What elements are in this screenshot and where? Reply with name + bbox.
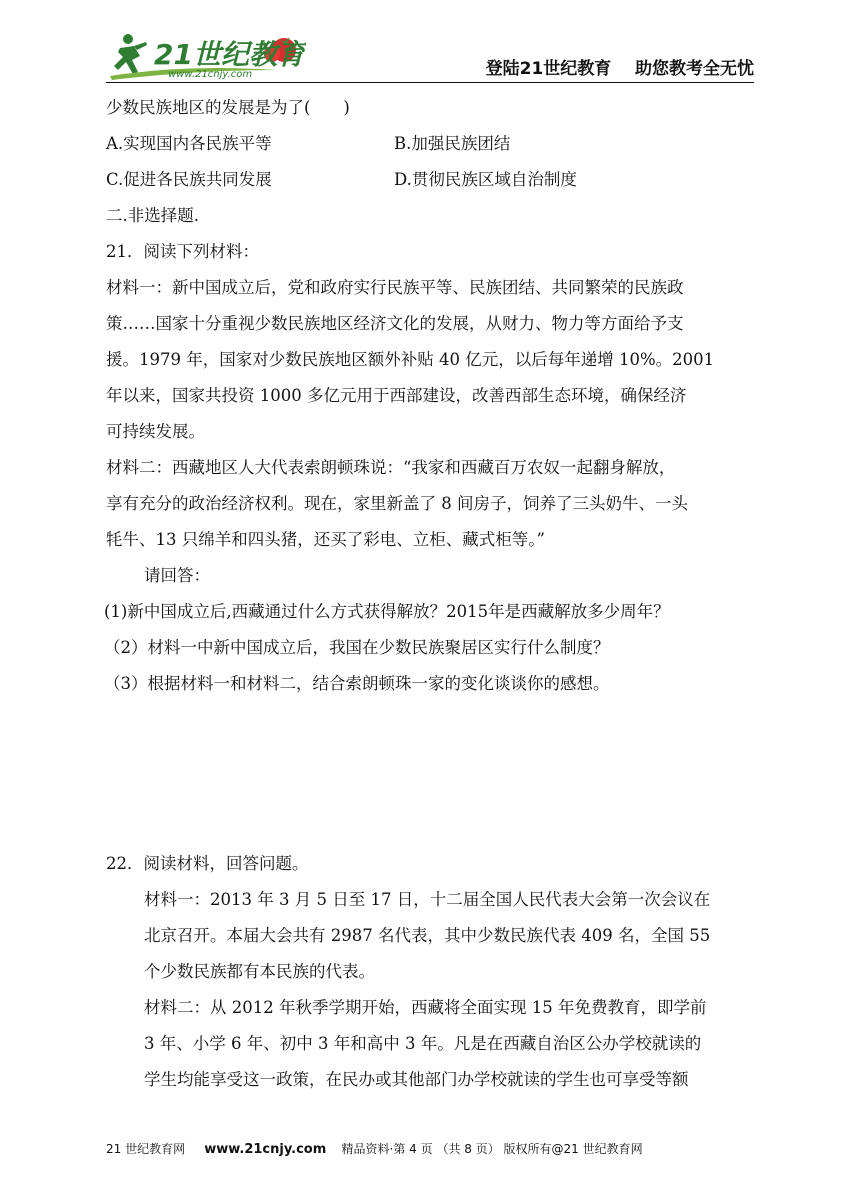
q20-option-a: A.实现国内各民族平等 <box>106 134 272 153</box>
q20-option-b: B.加强民族团结 <box>394 134 511 153</box>
q21-question-2: （2）材料一中新中国成立后，我国在少数民族聚居区实行什么制度？ <box>104 638 610 657</box>
q21-material-2-line: 材料二：西藏地区人大代表索朗顿珠说：“我家和西藏百万农奴一起翻身解放， <box>106 458 676 477</box>
q21-question-3: （3）根据材料一和材料二，结合索朗顿珠一家的变化谈谈你的感想。 <box>104 674 610 693</box>
header-slogan-left: 登陆21世纪教育 <box>485 59 612 79</box>
q21-material-1-line: 材料一：新中国成立后，党和政府实行民族平等、民族团结、共同繁荣的民族政 <box>106 278 684 297</box>
q21-question-1: (1)新中国成立后,西藏通过什么方式获得解放？2015年是西藏解放多少周年？ <box>104 602 670 621</box>
logo-text: 21世纪教育 <box>154 38 305 71</box>
header-slogan-right: 助您教考全无忧 <box>635 59 754 79</box>
q21-material-1-line: 援。1979 年，国家对少数民族地区额外补贴 40 亿元，以后每年递增 10%。2001 <box>106 350 715 369</box>
q21-material-1-line: 策……国家十分重视少数民族地区经济文化的发展，从财力、物力等方面给予支 <box>106 314 684 333</box>
section-heading: 二.非选择题. <box>106 206 199 225</box>
q21-material-1-line: 可持续发展。 <box>106 422 205 441</box>
footer-site: 21 世纪教育网 <box>106 1142 186 1156</box>
q21-prompt: 请回答： <box>144 566 210 585</box>
logo-graphic <box>106 30 306 82</box>
header-slogan <box>486 54 754 79</box>
page-footer <box>106 1140 756 1157</box>
q22-material-2-line: 学生均能享受这一政策，在民办或其他部门办学校就读的学生也可享受等额 <box>144 1070 689 1089</box>
q22-material-1-line: 材料一：2013 年 3 月 5 日至 17 日，十二届全国人民代表大会第一次会议在 <box>144 890 711 909</box>
q21-material-1-line: 年以来，国家共投资 1000 多亿元用于西部建设，改善西部生态环境，确保经济 <box>106 386 687 405</box>
q22-material-2-line: 材料二：从 2012 年秋季学期开始，西藏将全面实现 15 年免费教育，即学前 <box>144 998 707 1017</box>
footer-page-info: 精品资料·第 4 页 （共 8 页） 版权所有@21 世纪教育网 <box>341 1142 643 1156</box>
logo <box>106 30 306 82</box>
logo-url: www.21cnjy.com <box>168 69 253 80</box>
footer-url[interactable]: www.21cnjy.com <box>204 1142 327 1157</box>
q22-title: 22．阅读材料，回答问题。 <box>106 854 309 873</box>
q21-material-2-line: 享有充分的政治经济权利。现在，家里新盖了 8 间房子，饲养了三头奶牛、一头 <box>106 494 688 513</box>
q21-title: 21．阅读下列材料： <box>106 242 259 261</box>
q21-material-2-line: 牦牛、13 只绵羊和四头猪，还买了彩电、立柜、藏式柜等。” <box>106 530 545 549</box>
q20-option-c: C.促进各民族共同发展 <box>106 170 272 189</box>
q22-material-1-line: 个少数民族都有本民族的代表。 <box>144 962 375 981</box>
q22-material-1-line: 北京召开。本届大会共有 2987 名代表，其中少数民族代表 409 名，全国 55 <box>144 926 711 945</box>
header-divider <box>106 82 754 83</box>
q22-material-2-line: 3 年、小学 6 年、初中 3 年和高中 3 年。凡是在西藏自治区公办学校就读的 <box>144 1034 702 1053</box>
page-header <box>106 28 754 83</box>
q20-option-d: D.贯彻民族区域自治制度 <box>394 170 577 189</box>
q20-stem: 少数民族地区的发展是为了( ) <box>106 98 350 117</box>
